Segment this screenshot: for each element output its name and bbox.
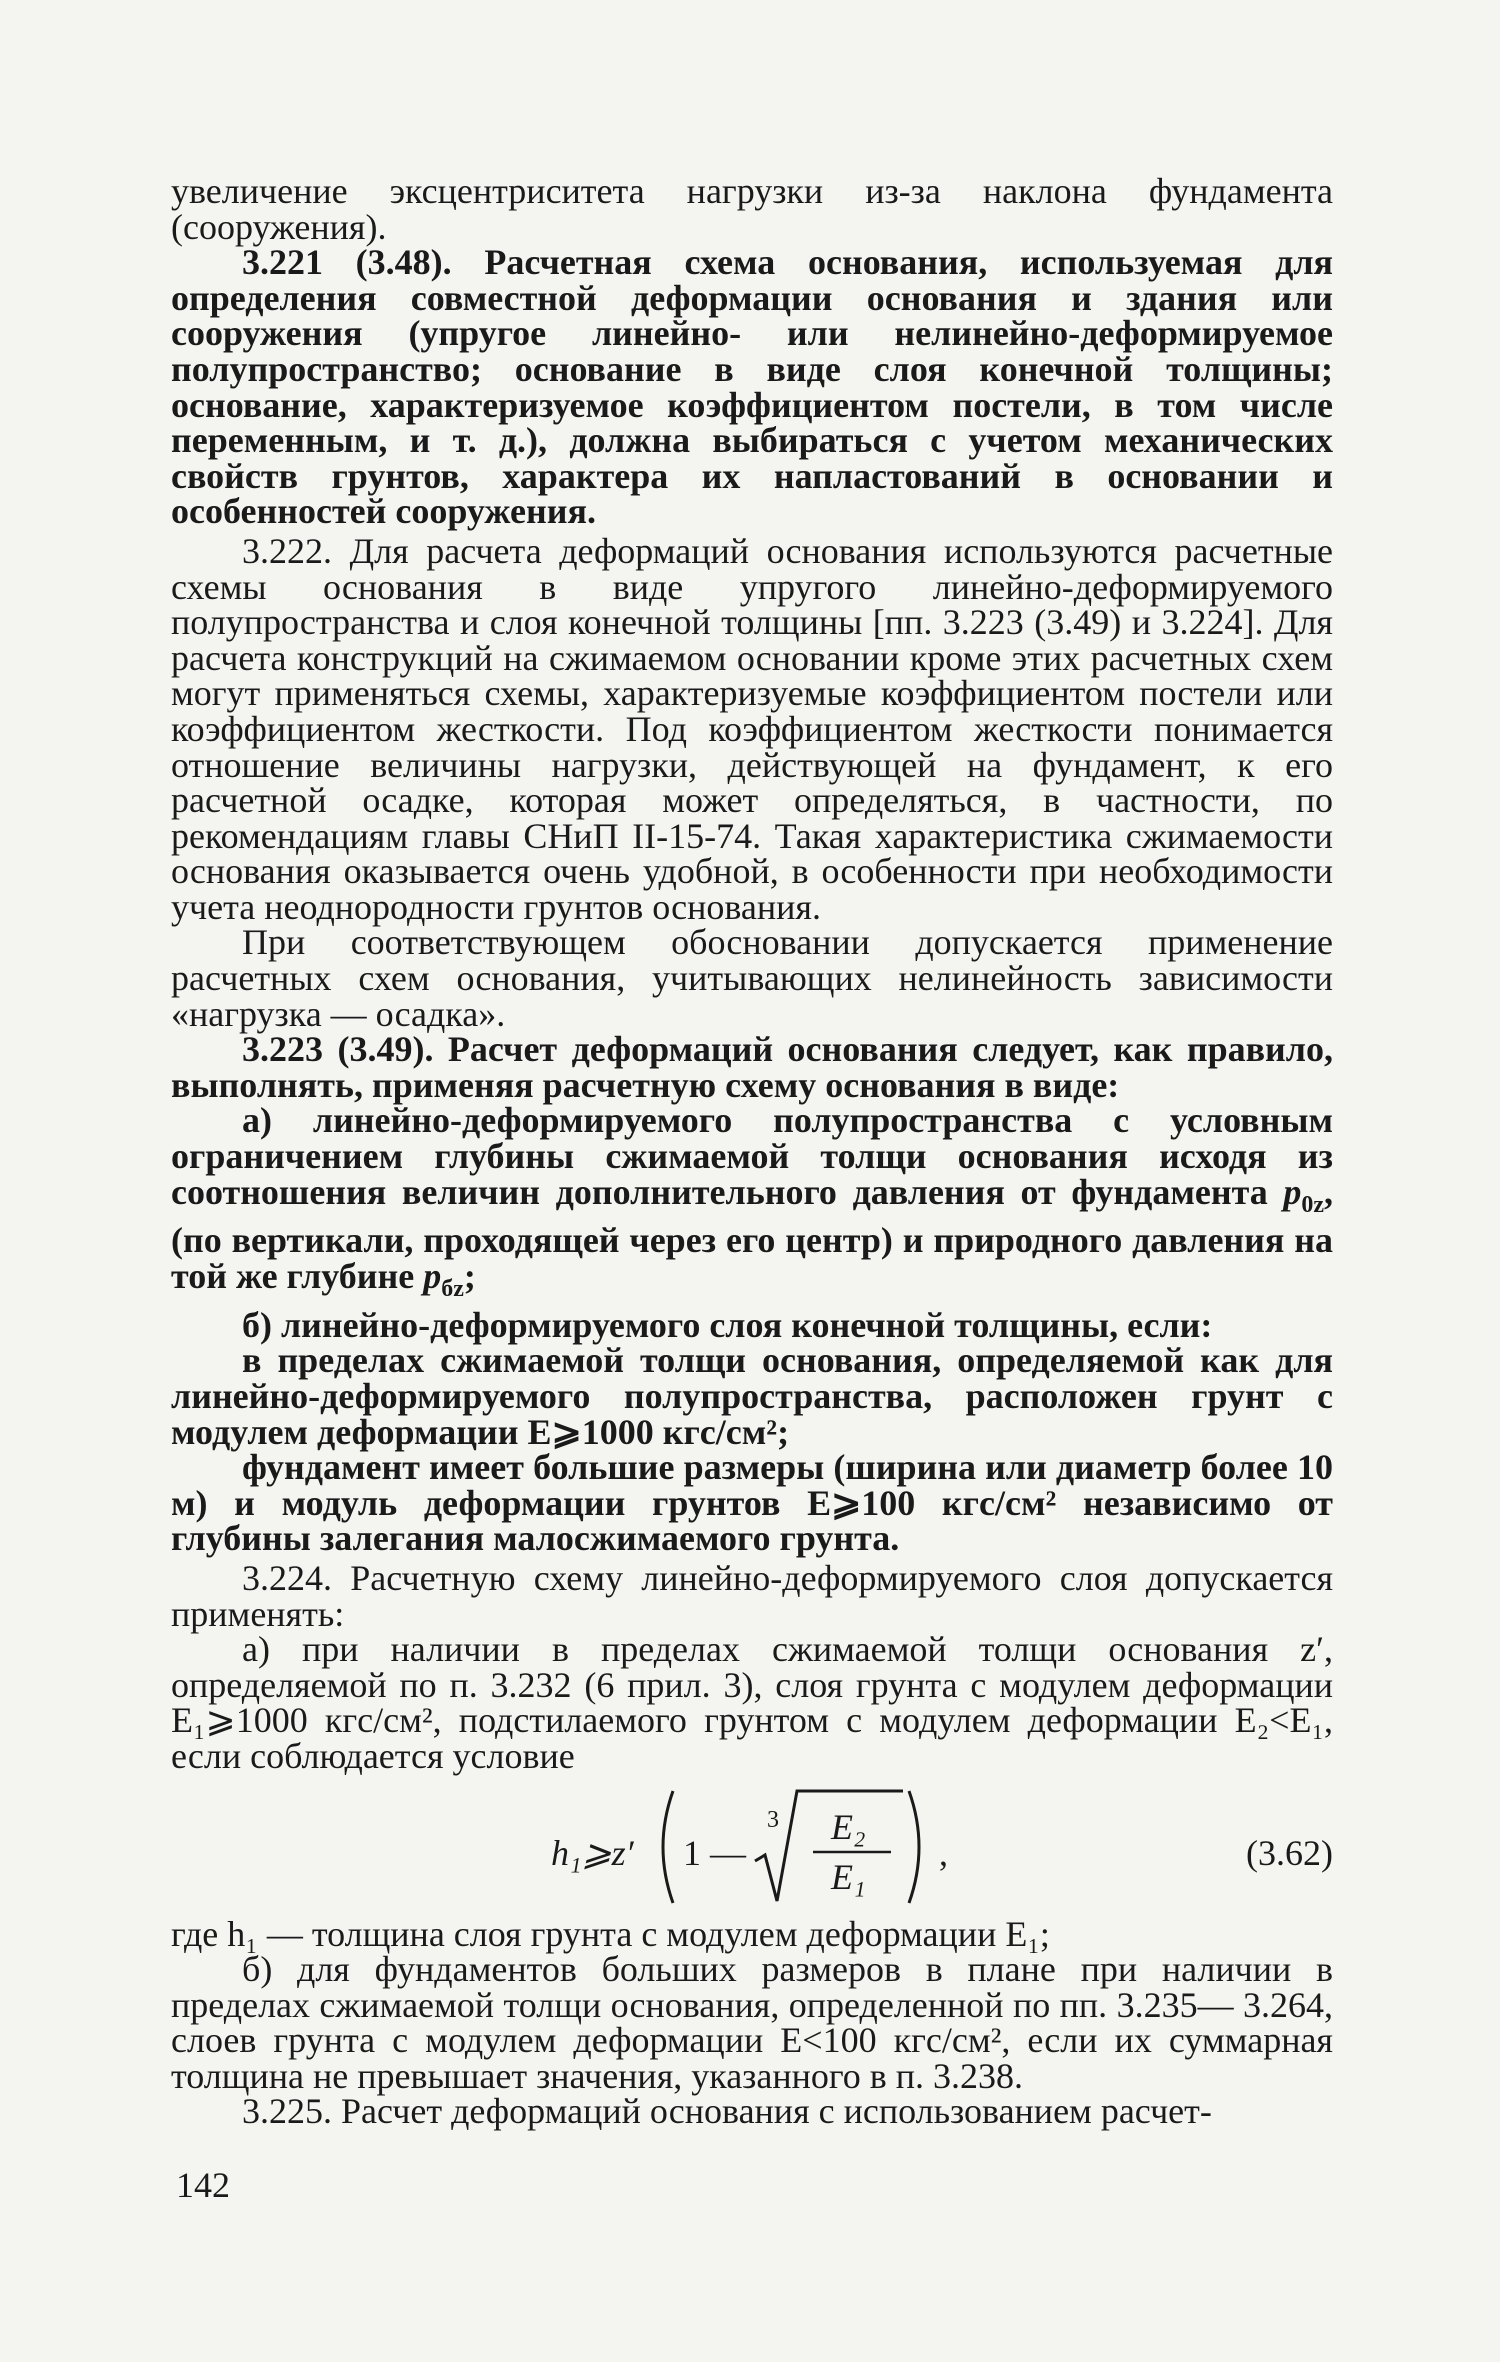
paragraph-where-h1: где h₁ — толщина слоя грунта с модулем деформации E₁;	[171, 1913, 1050, 1954]
p5-text-after: ;	[463, 1256, 476, 1296]
paragraph-3-224: 3.224. Расчетную схему линейно-деформируемого слоя допускается применять:	[171, 1557, 1333, 1634]
formula-svg	[171, 1777, 1333, 1917]
paragraph-3-225: 3.225. Расчет деформаций основания с использованием расчет-	[242, 2091, 1212, 2132]
formula-left-paren	[663, 1791, 673, 1903]
formula-denominator: E₁	[831, 1856, 866, 1897]
text-block	[171, 171, 1333, 2132]
p0z-symbol: p	[1283, 1171, 1302, 1212]
paragraph-3-223-b: б) линейно-деформируемого слоя конечной толщины, если:	[242, 1304, 1213, 1345]
paragraph-3-223: 3.223 (3.49). Расчет деформаций основания следует, как правило, выполнять, применяя расчетную схему основания в виде:	[171, 1029, 1333, 1105]
formula-one-minus: 1 —	[683, 1832, 746, 1873]
formula-root-index: 3	[767, 1806, 779, 1833]
pbz-symbol: p	[423, 1256, 442, 1296]
formula-right-paren	[909, 1791, 919, 1903]
paragraph-3-224-a: а) при наличии в пределах сжимаемой толщи основания z′, определяемой по п. 3.232 (6 прил. 3), слоя грунта с модулем деформации E₁⩾1000 кгс/см², подстилаемого грунтом с модулем деформации E₂<E₁, если соблюдается условие	[171, 1629, 1333, 1776]
paragraph-3-223-b-1: в пределах сжимаемой толщи основания, определяемой как для линейно-деформируемого полупространства, расположен грунт с модулем деформации E⩾1000 кгс/см²;	[171, 1340, 1333, 1452]
paragraph-3-221: 3.221 (3.48). Расчетная схема основания, используемая для определения совместной деформации основания и здания или сооружения (упругое линейно- или нелинейно-деформируемое полупространство; основание в виде слоя конечной толщины; основание, характеризуемое коэффициентом постели, в том числе переменным, и т. д.), должна выбираться с учетом механических свойств грунтов, характера их напластований в основании и особенностей сооружения.	[171, 242, 1333, 532]
formula-lhs: h₁⩾z′	[551, 1832, 634, 1873]
formula-number: (3.62)	[1246, 1832, 1333, 1873]
paragraph-continuation: увеличение эксцентриситета нагрузки из-за наклона фундамента (сооружения).	[171, 171, 1333, 247]
paragraph-3-223-a	[171, 1100, 1333, 1307]
formula-comma: ,	[939, 1832, 948, 1873]
paragraph-3-224-b: б) для фундаментов больших размеров в плане при наличии в пределах сжимаемой толщи основания, определенной по пп. 3.235— 3.264, слоев грунта с модулем деформации E<100 кгс/см², если их суммарная толщина не превышает значения, указанного в п. 3.238.	[171, 1949, 1333, 2096]
pbz-subscript: бz	[441, 1276, 464, 1303]
paragraph-3-222: 3.222. Для расчета деформаций основания используются расчетные схемы основания в виде упругого линейно-деформируемого полупространства и слоя конечной толщины [пп. 3.223 (3.49) и 3.224]. Для расчета конструкций на сжимаемом основании кроме этих расчетных схем могут применяться схемы, характеризуемые коэффициентом постели или коэффициентом жесткости. Под коэффициентом жесткости понимается отношение величины нагрузки, действующей на фундамент, к его расчетной осадке, которая может определяться, в частности, по рекомендациям главы СНиП II-15-74. Такая характеристика сжимаемости основания оказывается очень удобной, в особенности при необходимости учета неоднородности грунтов основания.	[171, 530, 1333, 927]
paragraph-3-223-b-2: фундамент имеет большие размеры (ширина или диаметр более 10 м) и модуль деформации грунтов E⩾100 кгс/см² независимо от глубины залегания малосжимаемого грунта.	[171, 1447, 1333, 1559]
p5-text-mid: , (по вертикали, проходящей через его центр) и природного давления на той же глубине	[171, 1171, 1333, 1296]
page-number: 142	[176, 2165, 230, 2205]
p5-text-before: а) линейно-деформируемого полупространства с условным ограничением глубины сжимаемой толщи основания исходя из соотношения величин дополнительного давления от фундамента	[171, 1100, 1333, 1212]
formula-numerator: E₂	[831, 1806, 866, 1847]
p0z-subscript: 0z	[1301, 1191, 1324, 1218]
formula-3-62	[171, 1777, 1333, 1917]
paragraph-justification: При соответствующем обосновании допускается применение расчетных схем основания, учитывающих нелинейность зависимости «нагрузка — осадка».	[171, 922, 1333, 1034]
